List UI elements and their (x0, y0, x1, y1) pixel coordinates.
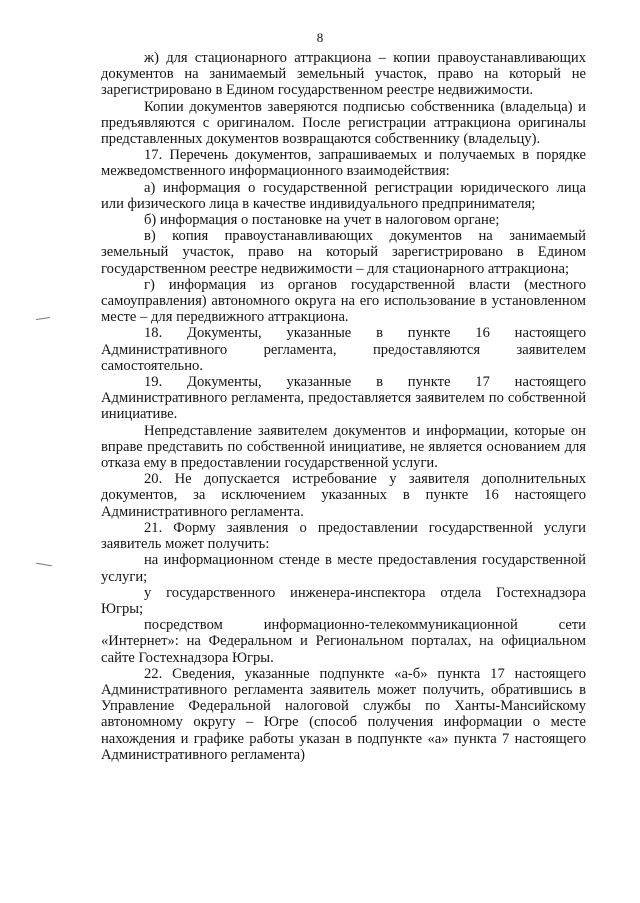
margin-mark (36, 317, 50, 320)
margin-mark (36, 563, 52, 567)
paragraph-item-17: 17. Перечень документов, запрашиваемых и получаемых в порядке межведомственного информационного взаимодействия: (101, 147, 586, 180)
paragraph-item-17g: г) информация из органов государственной власти (местного самоуправления) автономного округа на его использование в установленном месте – для передвижного аттракциона. (101, 276, 586, 326)
paragraph-item-zh: ж) для стационарного аттракциона – копии правоустанавливающих документов на занимаемый земельный участок, право на который не зарегистрировано в Едином государственном реестре недвижимости. (101, 50, 586, 99)
paragraph-copies-certification: Копии документов заверяются подписью собственника (владельца) и предъявляются с оригиналом. После регистрации аттракциона оригиналы представленных документов возвращаются собственнику (владельцу). (101, 98, 586, 148)
page-number: 8 (316, 30, 324, 45)
document-body (101, 50, 586, 763)
paragraph-item-17a: а) информация о государственной регистрации юридического лица или физического лица в качестве индивидуального предпринимателя; (101, 179, 586, 212)
paragraph-item-22: 22. Сведения, указанные подпункте «а-б» пункта 17 настоящего Административного регламента заявитель может получить, обратившись в Управление Федеральной налоговой службы по Ханты-Мансийскому автономному округу – Югре (способ получения информации о месте нахождения и графике работы указан в подпункте «а» пункта 7 настоящего Административного регламента) (101, 665, 586, 763)
paragraph-item-21-stand: на информационном стенде в месте предоставления государственной услуги; (101, 552, 586, 585)
paragraph-item-21-inspector: у государственного инженера-инспектора отдела Гостехнадзора Югры; (101, 584, 586, 617)
paragraph-non-submission: Непредставление заявителем документов и информации, которые он вправе представить по собственной инициативе, не является основанием для отказа ему в предоставлении государственной услуги. (101, 422, 586, 472)
paragraph-item-17v: в) копия правоустанавливающих документов на занимаемый земельный участок, право на который зарегистрировано в Едином государственном реестре недвижимости – для стационарного аттракциона; (101, 228, 586, 277)
paragraph-item-19: 19. Документы, указанные в пункте 17 настоящего Административного регламента, предоставляется заявителем по собственной инициативе. (101, 374, 586, 423)
paragraph-item-17b: б) информация о постановке на учет в налоговом органе; (144, 212, 500, 229)
paragraph-item-21: 21. Форму заявления о предоставлении государственной услуги заявитель может получить: (101, 519, 586, 553)
paragraph-item-21-internet: посредством информационно-телекоммуникационной сети «Интернет»: на Федеральном и Региональном порталах, на официальном сайте Гостехнадзора Югры. (101, 617, 586, 666)
paragraph-item-20: 20. Не допускается истребование у заявителя дополнительных документов, за исключением указанных в пункте 16 настоящего Административного регламента. (101, 471, 586, 520)
paragraph-item-18: 18. Документы, указанные в пункте 16 настоящего Административного регламента, предоставляются заявителем самостоятельно. (101, 325, 586, 374)
